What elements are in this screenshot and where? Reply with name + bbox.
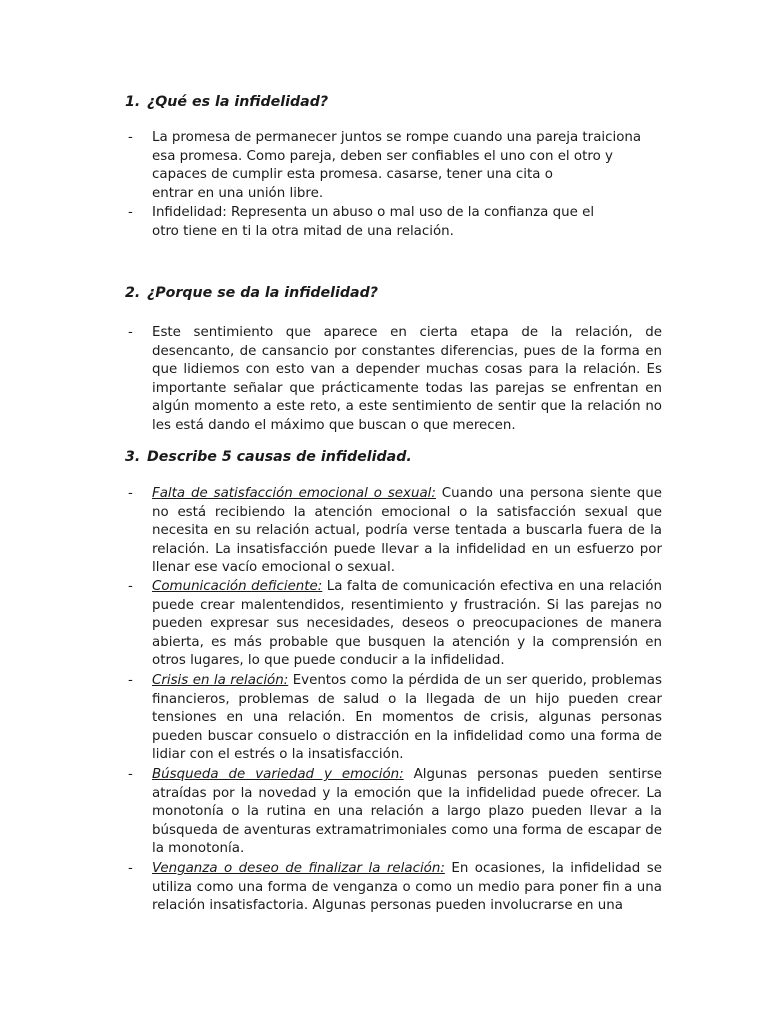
cause-description: Eventos como la pérdida de un ser querido, problemas financieros, problemas de salud o la llegada de un hijo pueden crear tensiones en una relación. En momentos de crisis, algunas personas pueden buscar consuelo o distracción en la infidelidad como una forma de lidiar con el estrés o la insatisfacción. xyxy=(152,673,662,762)
text-line: capaces de cumplir esta promesa. casarse, tener una cita o xyxy=(152,167,553,182)
list-item xyxy=(128,129,662,203)
section-title-period: . xyxy=(406,449,412,465)
list-item xyxy=(128,324,662,435)
dash-bullet: - xyxy=(128,486,133,501)
text-line: entrar en una unión libre. xyxy=(152,185,324,201)
section-number: 3. xyxy=(125,449,141,465)
list-item-text xyxy=(152,129,662,203)
list-item-text xyxy=(152,204,662,241)
dash-bullet: - xyxy=(128,325,133,340)
section-title: ¿Qué es la infidelidad? xyxy=(147,94,329,110)
section-heading-3 xyxy=(125,448,412,466)
cause-description: La falta de comunicación efectiva en una relación puede crear malentendidos, resentimiento y frustración. Si las parejas no pueden expresar sus necesidades, deseos o preocupaciones de manera abierta, es más probable que busquen la atención y la comprensión en otros lugares, lo que puede conducir a la infidelidad. xyxy=(152,579,662,668)
list-item xyxy=(128,578,662,671)
list-item-text xyxy=(152,672,662,765)
dash-bullet: - xyxy=(128,205,133,220)
list-item-text: Este sentimiento que aparece en cierta etapa de la relación, de desencanto, de cansancio por constantes diferencias, pues de la forma en que lidiemos con esto van a depender muchas cosas para la relación. Es importante señalar que prácticamente todas las parejas se enfrentan en algún momento a este reto, a este sentimiento de sentir que la relación no les está dando el máximo que buscan o que merecen. xyxy=(152,325,662,433)
list-item xyxy=(128,204,662,241)
cause-label: Comunicación deficiente: xyxy=(152,579,323,594)
cause-description: Cuando una persona siente que no está recibiendo la atención emocional o la satisfacción sexual que necesita en su relación actual, podría verse tentada a buscarla fuera de la relación. La insatisfacción puede llevar a la infidelidad en un esfuerzo por llenar ese vacío emocional o sexual. xyxy=(152,486,662,575)
dash-bullet: - xyxy=(128,579,133,594)
dash-bullet: - xyxy=(128,673,133,688)
section-title: Describe 5 causas de infidelidad xyxy=(147,449,407,465)
cause-label: Crisis en la relación: xyxy=(152,673,289,688)
section-number: 1. xyxy=(125,94,141,110)
text-line: Infidelidad: Representa un abuso o mal uso de la confianza que el xyxy=(152,205,595,220)
section-title: ¿Porque se da la infidelidad? xyxy=(147,285,378,301)
dash-bullet: - xyxy=(128,130,133,145)
list-item-text xyxy=(152,485,662,578)
cause-description: En ocasiones, la infidelidad se utiliza como una forma de venganza o como un medio para poner fin a una relación insatisfactoria. Algunas personas pueden involucrarse en una xyxy=(152,861,662,913)
list-item xyxy=(128,766,662,859)
cause-description: Algunas personas pueden sentirse atraídas por la novedad y la emoción que la infidelidad puede ofrecer. La monotonía o la rutina en una relación a largo plazo pueden llevar a la búsqueda de aventuras extramatrimoniales como una forma de escapar de la monotonía. xyxy=(152,767,662,856)
dash-bullet: - xyxy=(128,767,133,782)
list-item-text xyxy=(152,860,662,916)
text-line: La promesa de permanecer juntos se rompe cuando una pareja traiciona xyxy=(152,130,642,145)
cause-label: Falta de satisfacción emocional o sexual: xyxy=(152,486,436,501)
section-number: 2. xyxy=(125,285,141,301)
dash-bullet: - xyxy=(128,861,133,876)
list-item xyxy=(128,485,662,578)
section-heading-2 xyxy=(125,284,378,302)
text-line: esa promesa. Como pareja, deben ser confiables el uno con el otro y xyxy=(152,148,613,164)
list-item xyxy=(128,672,662,765)
list-item xyxy=(128,860,662,916)
cause-label: Búsqueda de variedad y emoción: xyxy=(152,767,404,782)
text-line: otro tiene en ti la otra mitad de una relación. xyxy=(152,223,454,239)
list-item-text xyxy=(152,766,662,859)
cause-label: Venganza o deseo de finalizar la relación: xyxy=(152,861,445,876)
section-heading-1 xyxy=(125,93,328,111)
list-item-text xyxy=(152,578,662,671)
